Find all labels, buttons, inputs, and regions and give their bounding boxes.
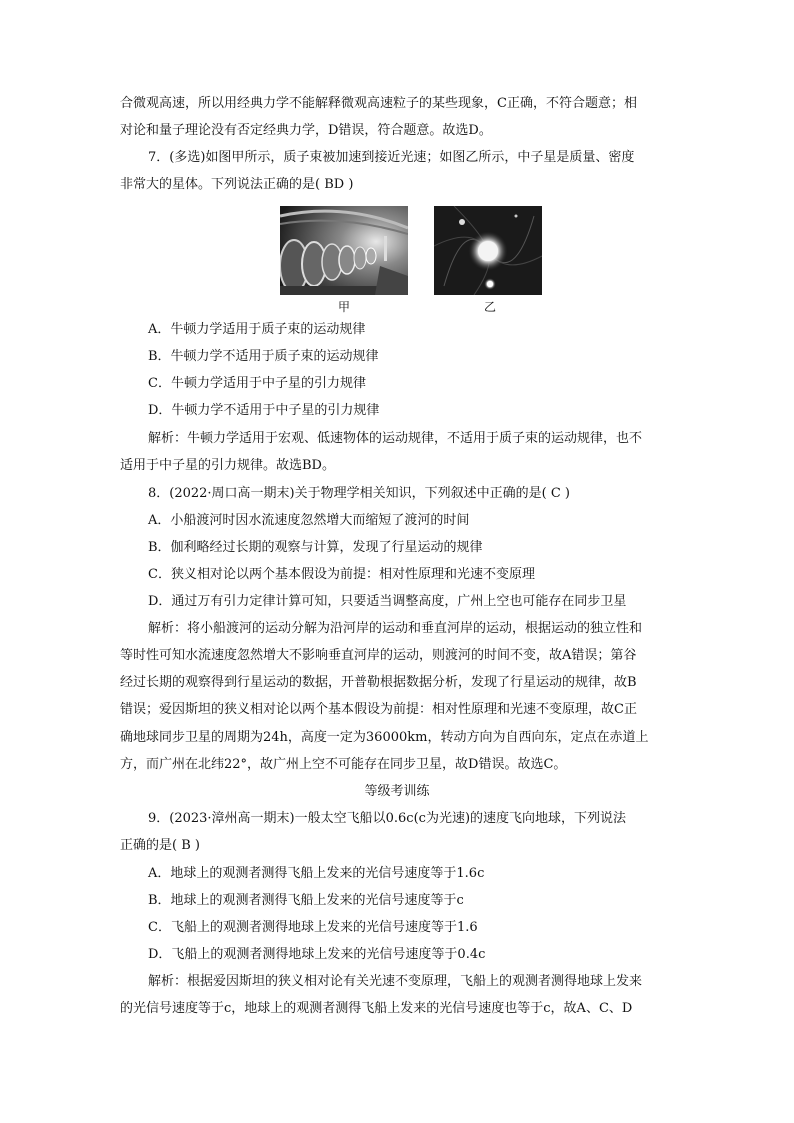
figure-caption-left: 甲 bbox=[337, 300, 350, 314]
accelerator-photo bbox=[280, 206, 408, 295]
option-c: C．狭义相对论以两个基本假设为前提：相对性原理和光速不变原理 bbox=[148, 567, 535, 582]
option-b: B．伽利略经过长期的观察与计算，发现了行星运动的规律 bbox=[148, 540, 483, 555]
option-c: C．飞船上的观测者测得地球上发来的光信号速度等于1.6 bbox=[148, 920, 478, 935]
option-b: B．牛顿力学不适用于质子束的运动规律 bbox=[148, 349, 379, 364]
question-8: 8．(2022·周口高一期末)关于物理学相关知识，下列叙述中正确的是( C ) bbox=[148, 486, 570, 501]
analysis-9: 解析：根据爱因斯坦的狭义相对论有关光速不变原理，飞船上的观测者测得地球上发来 bbox=[148, 974, 643, 989]
analysis-7: 解析：牛顿力学适用于宏观、低速物体的运动规律，不适用于质子束的运动规律，也不 bbox=[148, 431, 643, 446]
text-line: 等时性可知水流速度忽然增大不影响垂直河岸的运动，则渡河的时间不变，故A错误；第谷 bbox=[120, 648, 637, 663]
text-line: 错误；爱因斯坦的狭义相对论以两个基本假设为前提：相对性原理和光速不变原理，故C正 bbox=[120, 702, 637, 717]
option-a: A．地球上的观测者测得飞船上发来的光信号速度等于1.6c bbox=[148, 866, 485, 881]
option-a: A．小船渡河时因水流速度忽然增大而缩短了渡河的时间 bbox=[148, 513, 470, 528]
text-line: 适用于中子星的引力规律。故选BD。 bbox=[120, 458, 335, 473]
text-line: 确地球同步卫星的周期为24h，高度一定为36000km，转动方向为自西向东，定点在赤道上 bbox=[120, 730, 649, 745]
figure-caption-right: 乙 bbox=[483, 300, 496, 314]
text-line: 方，而广州在北纬22°，故广州上空不可能存在同步卫星，故D错误。故选C。 bbox=[120, 757, 567, 772]
option-c: C．牛顿力学适用于中子星的引力规律 bbox=[148, 376, 366, 391]
question-7: 7．(多选)如图甲所示，质子束被加速到接近光速；如图乙所示，中子星是质量、密度 bbox=[148, 150, 635, 165]
text-line: 对论和量子理论没有否定经典力学，D错误，符合题意。故选D。 bbox=[120, 123, 492, 138]
text-line: 正确的是( B ) bbox=[120, 838, 200, 853]
option-d: D．飞船上的观测者测得地球上发来的光信号速度等于0.4c bbox=[148, 947, 486, 962]
question-9: 9．(2023·漳州高一期末)一般太空飞船以0.6c(c为光速)的速度飞向地球，下列说法 bbox=[148, 811, 627, 826]
analysis-8: 解析：将小船渡河的运动分解为沿河岸的运动和垂直河岸的运动，根据运动的独立性和 bbox=[148, 621, 643, 636]
option-d: D．牛顿力学不适用于中子星的引力规律 bbox=[148, 403, 380, 418]
text-line: 非常大的星体。下列说法正确的是( BD ) bbox=[120, 177, 354, 192]
text-line: 合微观高速，所以用经典力学不能解释微观高速粒子的某些现象，C正确，不符合题意；相 bbox=[120, 96, 637, 111]
option-a: A．牛顿力学适用于质子束的运动规律 bbox=[148, 322, 366, 337]
option-b: B．地球上的观测者测得飞船上发来的光信号速度等于c bbox=[148, 893, 464, 908]
section-heading: 等级考训练 bbox=[364, 784, 430, 799]
neutron-star-image bbox=[434, 206, 542, 295]
option-d: D．通过万有引力定律计算可知，只要适当调整高度，广州上空也可能存在同步卫星 bbox=[148, 594, 627, 609]
text-line: 的光信号速度等于c，地球上的观测者测得飞船上发来的光信号速度也等于c，故A、C、D bbox=[120, 1001, 633, 1016]
text-line: 经过长期的观察得到行星运动的数据，开普勒根据数据分析，发现了行星运动的规律，故B bbox=[120, 675, 637, 690]
